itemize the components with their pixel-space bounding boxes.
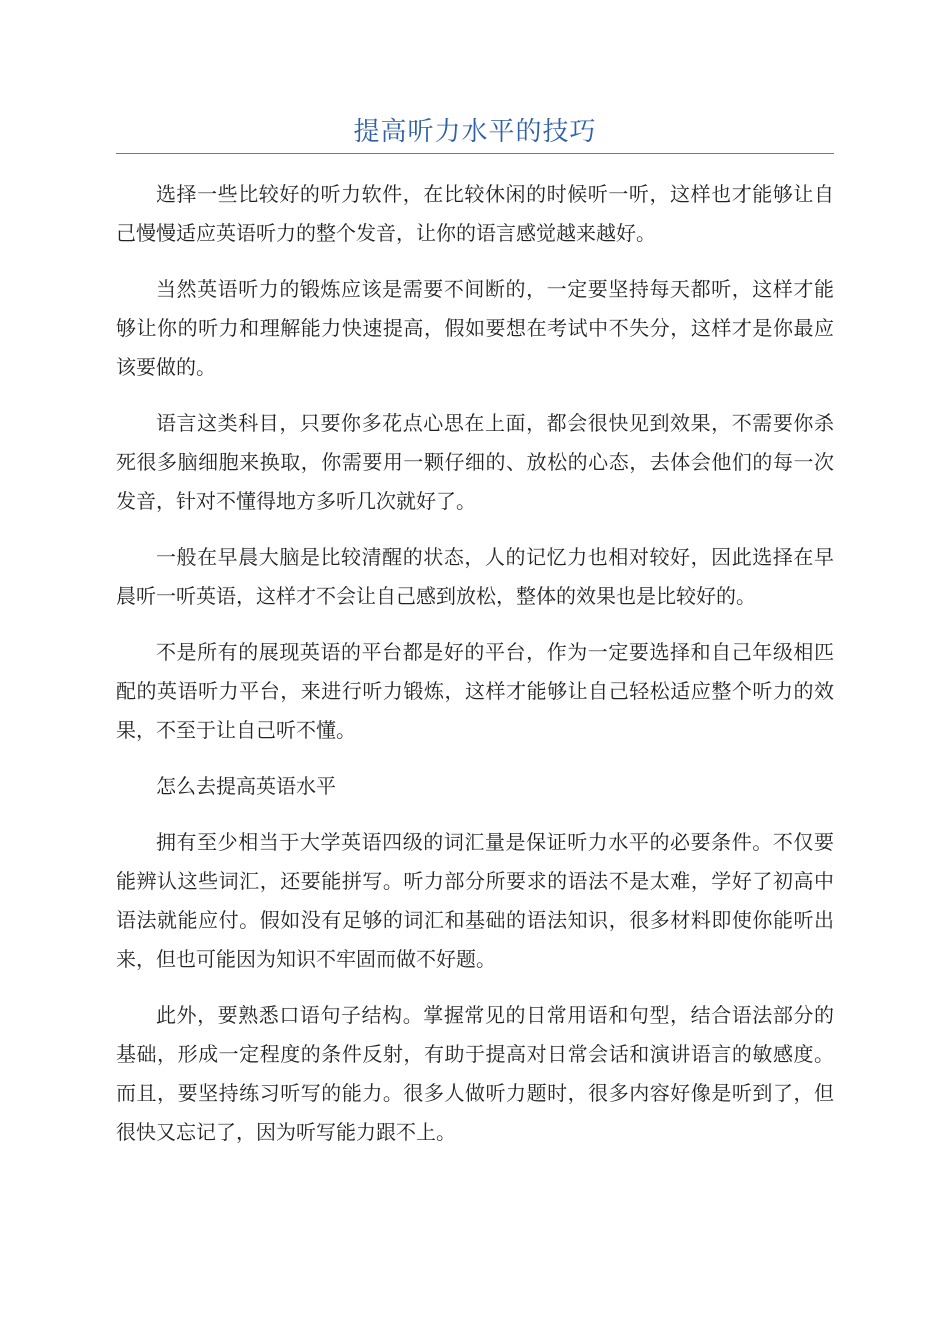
paragraph-3: 语言这类科目，只要你多花点心思在上面，都会很快见到效果，不需要你杀死很多脑细胞来换取，你需要用一颗仔细的、放松的心态，去体会他们的每一次发音，针对不懂得地方多听几次就好了。	[116, 411, 834, 513]
paragraph-4: 一般在早晨大脑是比较清醒的状态，人的记忆力也相对较好，因此选择在早晨听一听英语，这样才不会让自己感到放松，整体的效果也是比较好的。	[116, 545, 834, 608]
paragraph-1: 选择一些比较好的听力软件，在比较休闲的时候听一听，这样也才能够让自己慢慢适应英语听力的整个发音，让你的语言感觉越来越好。	[116, 182, 834, 245]
section-heading: 怎么去提高英语水平	[156, 774, 336, 798]
paragraph-6: 拥有至少相当于大学英语四级的词汇量是保证听力水平的必要条件。不仅要能辨认这些词汇，还要能拼写。听力部分所要求的语法不是太难，学好了初高中语法就能应付。假如没有足够的词汇和基础的语法知识，很多材料即使你能听出来，但也可能因为知识不牢固而做不好题。	[116, 830, 834, 971]
title-underline	[116, 153, 834, 154]
paragraph-2: 当然英语听力的锻炼应该是需要不间断的，一定要坚持每天都听，这样才能够让你的听力和理解能力快速提高，假如要想在考试中不失分，这样才是你最应该要做的。	[116, 277, 834, 379]
paragraph-7: 此外，要熟悉口语句子结构。掌握常见的日常用语和句型，结合语法部分的基础，形成一定程度的条件反射，有助于提高对日常会话和演讲语言的敏感度。而且，要坚持练习听写的能力。很多人做听力题时，很多内容好像是听到了，但很快又忘记了，因为听写能力跟不上。	[116, 1003, 834, 1144]
paragraph-5: 不是所有的展现英语的平台都是好的平台，作为一定要选择和自己年级相匹配的英语听力平台，来进行听力锻炼，这样才能够让自己轻松适应整个听力的效果，不至于让自己听不懂。	[116, 640, 834, 742]
document-body	[116, 175, 834, 1169]
document-title: 提高听力水平的技巧	[353, 117, 597, 147]
